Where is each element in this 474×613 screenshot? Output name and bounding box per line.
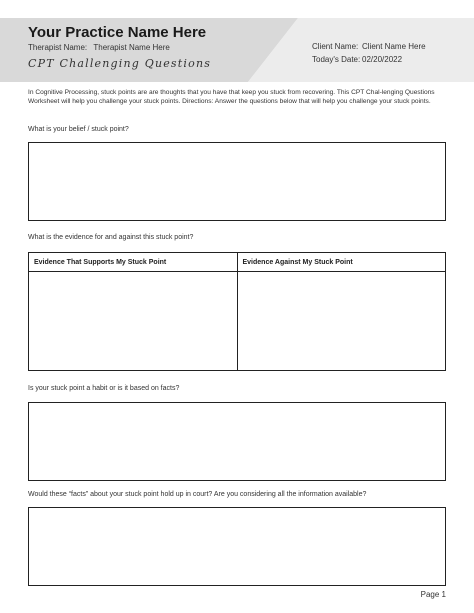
evidence-against-header: Evidence Against My Stuck Point [238, 253, 446, 272]
evidence-against-column [237, 253, 446, 370]
question-evidence: What is the evidence for and against this stuck point? [28, 234, 194, 241]
answer-box-habit[interactable] [28, 402, 446, 481]
answer-box-court[interactable] [28, 507, 446, 586]
date-label: Today's Date: [312, 55, 361, 64]
therapist-line [28, 43, 170, 52]
evidence-against-field[interactable] [238, 272, 446, 370]
therapist-value: Therapist Name Here [93, 43, 170, 52]
question-habit: Is your stuck point a habit or is it based on facts? [28, 385, 180, 392]
date-value: 02/20/2022 [362, 55, 403, 64]
evidence-supports-header: Evidence That Supports My Stuck Point [29, 253, 237, 272]
evidence-supports-column [29, 253, 237, 370]
client-info [312, 40, 426, 66]
question-belief: What is your belief / stuck point? [28, 126, 129, 133]
evidence-supports-field[interactable] [29, 272, 237, 370]
date-row [312, 53, 426, 66]
worksheet-title: CPT Challenging Questions [28, 57, 212, 70]
question-court: Would these “facts” about your stuck point hold up in court? Are you considering all the information available? [28, 491, 367, 498]
practice-name: Your Practice Name Here [28, 24, 207, 41]
therapist-label: Therapist Name: [28, 43, 88, 52]
page-number: Page 1 [420, 590, 446, 599]
evidence-table [28, 252, 446, 371]
intro-paragraph: In Cognitive Processing, stuck points are are thoughts that you have that keep you stuck from recovering. This CPT Chal-lenging Questions Worksheet will help you challenge your stuck points. Directions: Answer the questions below that will help you challenge your stuck points. [28, 89, 435, 105]
client-name-value: Client Name Here [362, 42, 426, 51]
answer-box-belief[interactable] [28, 142, 446, 221]
client-name-label: Client Name: [312, 42, 359, 51]
client-name-row [312, 40, 426, 53]
